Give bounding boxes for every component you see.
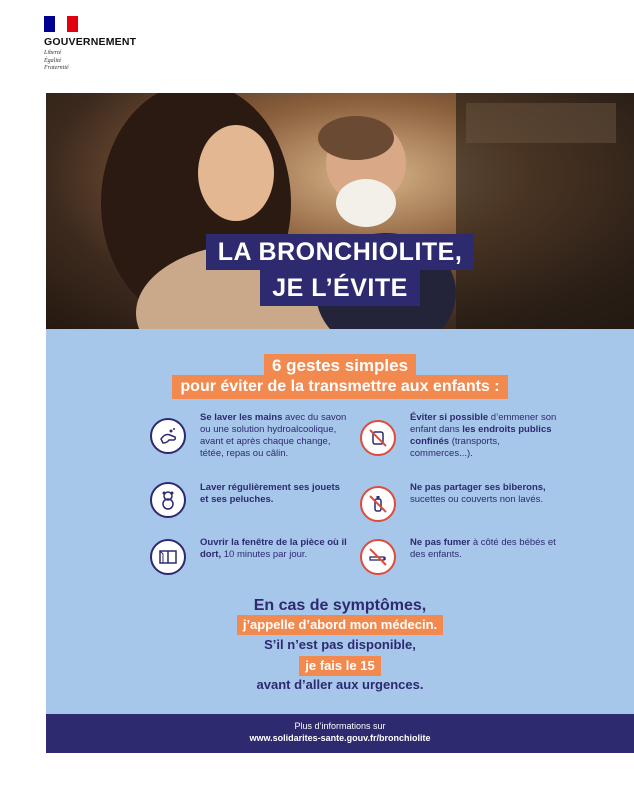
symptoms-call-15: je fais le 15 [46,656,634,676]
gesture-hand-wash: Se laver les mains avec du savon ou une solution hydroalcoolique, avant et après chaque change, tétée, repas ou câlin. [150,412,350,460]
symptoms-before-er: avant d’aller aux urgences. [256,677,424,692]
mother-baby-photo [46,93,634,329]
gesture-avoid-public-places: Éviter si possible d’emmener son enfant dans les endroits publics confinés (transports, commerces...). [360,412,560,460]
gesture-no-smoking: Ne pas fumer à côté des bébés et des enfants. [360,537,560,575]
teddy-bear-icon [150,482,186,518]
symptoms-heading: En cas de symptômes, [253,597,427,614]
symptoms-call-doctor: j’appelle d’abord mon médecin. [46,615,634,635]
title-line-1: LA BRONCHIOLITE, [206,234,475,270]
org-name: GOUVERNEMENT [44,36,137,48]
symptoms-if-unavailable: S’il n’est pas disponible, [264,637,416,652]
footer [46,714,634,753]
subtitle-line-2: pour éviter de la transmettre aux enfants : [46,375,634,399]
gesture-wash-toys: Laver régulièrement ses jouets et ses peluches. [150,482,350,518]
window-icon [150,539,186,575]
gesture-open-window: Ouvrir la fenêtre de la pièce où il dort, 10 minutes par jour. [150,537,350,575]
motto: Liberté Égalité Fraternité [44,50,69,71]
footer-url[interactable]: www.solidarites-sante.gouv.fr/bronchiolite [249,733,431,743]
no-public-transport-icon [360,420,396,456]
gesture-no-sharing: Ne pas partager ses biberons, sucettes ou couverts non lavés. [360,482,560,522]
no-bottle-sharing-icon [360,486,396,522]
government-logo [44,16,136,73]
footer-info: Plus d’informations sur [294,721,386,731]
no-smoking-icon [360,539,396,575]
poster [46,93,634,753]
subtitle-line-1: 6 gestes simples [46,354,634,378]
french-flag-icon [44,16,78,32]
poster-title [46,234,634,306]
hand-wash-icon [150,418,186,454]
title-line-2: JE L’ÉVITE [260,270,420,306]
